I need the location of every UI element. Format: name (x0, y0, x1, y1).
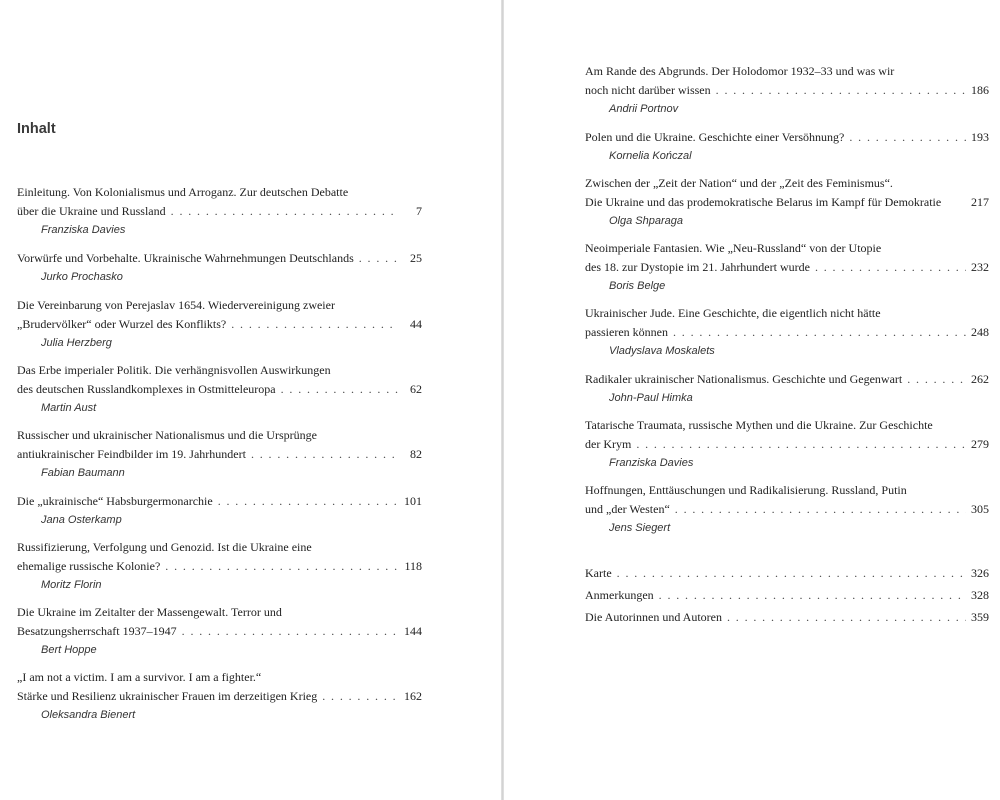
entry-author: Jens Siegert (609, 522, 671, 534)
entry-title-line: Am Rande des Abgrunds. Der Holodomor 1932–33 und was wir (585, 64, 895, 78)
toc-entry[interactable] (17, 492, 422, 530)
entry-author: Martin Aust (41, 402, 97, 414)
back-matter-entry[interactable] (585, 608, 989, 627)
dot-leader (907, 370, 966, 389)
right-page (504, 0, 1000, 800)
page-number: 359 (971, 610, 989, 624)
entry-title-last-line (17, 687, 422, 706)
dot-leader (165, 557, 399, 576)
entry-title-line: Neoimperiale Fantasien. Wie „Neu-Russland“ von der Utopie (585, 241, 882, 255)
back-matter-line (585, 586, 989, 605)
dot-leader (675, 500, 966, 519)
entry-author: Vladyslava Moskalets (609, 345, 715, 357)
entry-author: Franziska Davies (609, 457, 694, 469)
toc-heading: Inhalt (17, 121, 56, 137)
entry-title-line: noch nicht darüber wissen (585, 83, 711, 97)
entry-title-line: Zwischen der „Zeit der Nation“ und der „Zeit des Feminismus“. (585, 176, 893, 190)
toc-entry[interactable] (17, 183, 422, 240)
page-number: 62 (410, 382, 422, 396)
dot-leader (727, 608, 966, 627)
entry-title-line: Einleitung. Von Kolonialismus und Arroganz. Zur deutschen Debatte (17, 185, 349, 199)
entry-title-line: über die Ukraine und Russland (17, 204, 166, 218)
toc-entry[interactable] (17, 361, 422, 418)
entry-author: Olga Shparaga (609, 215, 683, 227)
toc-entry[interactable] (585, 370, 989, 408)
page-number: 279 (971, 437, 989, 451)
entry-author: Boris Belge (609, 280, 666, 292)
entry-author: Bert Hoppe (41, 644, 97, 656)
toc-entry[interactable] (17, 426, 422, 483)
back-matter-line (585, 564, 989, 583)
entry-title-line: Radikaler ukrainischer Nationalismus. Geschichte und Gegenwart (585, 372, 903, 386)
entry-title-line: und „der Westen“ (585, 502, 670, 516)
entry-title-line: „I am not a victim. I am a survivor. I am a fighter.“ (17, 670, 262, 684)
toc-entry[interactable] (17, 668, 422, 725)
dot-leader (322, 687, 399, 706)
entry-title-last-line (585, 435, 989, 454)
entry-title-line: „Brudervölker“ oder Wurzel des Konflikts? (17, 317, 227, 331)
page-number: 144 (404, 624, 422, 638)
entry-title-line: Tatarische Traumata, russische Mythen und die Ukraine. Zur Geschichte (585, 418, 933, 432)
toc-entry[interactable] (585, 304, 989, 361)
back-matter-entry[interactable] (585, 564, 989, 583)
entry-title-line: Die Ukraine im Zeitalter der Massengewalt. Terror und (17, 605, 282, 619)
entry-title-line: der Krym (585, 437, 632, 451)
back-matter-label: Karte (585, 566, 612, 580)
back-matter-label: Die Autorinnen und Autoren (585, 610, 722, 624)
entry-title-line: Besatzungsherrschaft 1937–1947 (17, 624, 177, 638)
entry-title-last-line (585, 193, 989, 212)
toc-entry[interactable] (585, 128, 989, 166)
toc-entry[interactable] (17, 249, 422, 287)
entry-title-last-line (585, 128, 989, 147)
toc-entry[interactable] (585, 62, 989, 119)
page-number: 305 (971, 502, 989, 516)
dot-leader (359, 249, 399, 268)
entry-title-last-line (17, 380, 422, 399)
entry-author: Moritz Florin (41, 579, 102, 591)
entry-title-last-line (17, 249, 422, 268)
entry-title-last-line (17, 315, 422, 334)
toc-entry[interactable] (585, 416, 989, 473)
entry-title-line: Ukrainischer Jude. Eine Geschichte, die eigentlich nicht hätte (585, 306, 881, 320)
entry-title-line: Vorwürfe und Vorbehalte. Ukrainische Wahrnehmungen Deutschlands (17, 251, 354, 265)
entry-title-last-line (17, 445, 422, 464)
toc-entry[interactable] (585, 481, 989, 538)
dot-leader (231, 315, 399, 334)
page-number: 82 (410, 447, 422, 461)
entry-author: Franziska Davies (41, 224, 126, 236)
entry-title-line: des deutschen Russlandkomplexes in Ostmitteleuropa (17, 382, 276, 396)
dot-leader (251, 445, 399, 464)
page-number: 186 (971, 83, 989, 97)
entry-title-last-line (17, 492, 422, 511)
dot-leader (636, 435, 966, 454)
entry-title-last-line (585, 500, 989, 519)
entry-author: Andrii Portnov (609, 103, 679, 115)
page-number: 326 (971, 566, 989, 580)
back-matter-line (585, 608, 989, 627)
entry-author: Oleksandra Bienert (41, 709, 136, 721)
entry-title-line: Die Ukraine und das prodemokratische Belarus im Kampf für Demokratie (585, 195, 942, 209)
entry-title-last-line (585, 323, 989, 342)
back-matter-entry[interactable] (585, 586, 989, 605)
entry-title-last-line (585, 258, 989, 277)
entry-author: Julia Herzberg (41, 337, 112, 349)
dot-leader (171, 202, 399, 221)
entry-title-line: Das Erbe imperialer Politik. Die verhängnisvollen Auswirkungen (17, 363, 331, 377)
page-number: 262 (971, 372, 989, 386)
toc-entry[interactable] (17, 296, 422, 353)
toc-entry[interactable] (17, 603, 422, 660)
page-number: 7 (416, 204, 422, 218)
dot-leader (218, 492, 399, 511)
dot-leader (815, 258, 966, 277)
entry-title-line: ehemalige russische Kolonie? (17, 559, 161, 573)
entry-title-line: Russischer und ukrainischer Nationalismus und die Ursprünge (17, 428, 317, 442)
entry-title-last-line (585, 81, 989, 100)
page-number: 193 (971, 130, 989, 144)
entry-title-line: antiukrainischer Feindbilder im 19. Jahrhundert (17, 447, 246, 461)
entry-author: Kornelia Kończal (609, 150, 692, 162)
entry-author: John-Paul Himka (609, 392, 693, 404)
entry-title-line: Polen und die Ukraine. Geschichte einer Versöhnung? (585, 130, 845, 144)
entry-title-line: Die Vereinbarung von Perejaslav 1654. Wiedervereinigung zweier (17, 298, 335, 312)
entry-title-last-line (17, 557, 422, 576)
dot-leader (182, 622, 399, 641)
dot-leader (617, 564, 966, 583)
page-number: 44 (410, 317, 422, 331)
page-number: 232 (971, 260, 989, 274)
toc-entry[interactable] (585, 174, 989, 231)
dot-leader (716, 81, 966, 100)
dot-leader (281, 380, 399, 399)
page-number: 217 (971, 195, 989, 209)
page-number: 118 (404, 559, 422, 573)
entry-title-line: Russifizierung, Verfolgung und Genozid. Ist die Ukraine eine (17, 540, 312, 554)
dot-leader (849, 128, 966, 147)
page-number: 25 (410, 251, 422, 265)
page-number: 162 (404, 689, 422, 703)
entry-title-line: des 18. zur Dystopie im 21. Jahrhundert wurde (585, 260, 810, 274)
dot-leader (673, 323, 966, 342)
entry-author: Jana Osterkamp (41, 514, 122, 526)
dot-leader (659, 586, 966, 605)
entry-title-last-line (17, 202, 422, 221)
entry-title-line: Stärke und Resilienz ukrainischer Frauen im derzeitigen Krieg (17, 689, 318, 703)
entry-title-line: Hoffnungen, Enttäuschungen und Radikalisierung. Russland, Putin (585, 483, 907, 497)
back-matter-label: Anmerkungen (585, 588, 654, 602)
entry-title-last-line (585, 370, 989, 389)
page-number: 248 (971, 325, 989, 339)
page-number: 101 (404, 494, 422, 508)
entry-author: Jurko Prochasko (41, 271, 123, 283)
toc-entry[interactable] (585, 239, 989, 296)
page-number: 328 (971, 588, 989, 602)
entry-title-line: passieren können (585, 325, 668, 339)
toc-entry[interactable] (17, 538, 422, 595)
entry-title-last-line (17, 622, 422, 641)
entry-title-line: Die „ukrainische“ Habsburgermonarchie (17, 494, 213, 508)
entry-author: Fabian Baumann (41, 467, 125, 479)
